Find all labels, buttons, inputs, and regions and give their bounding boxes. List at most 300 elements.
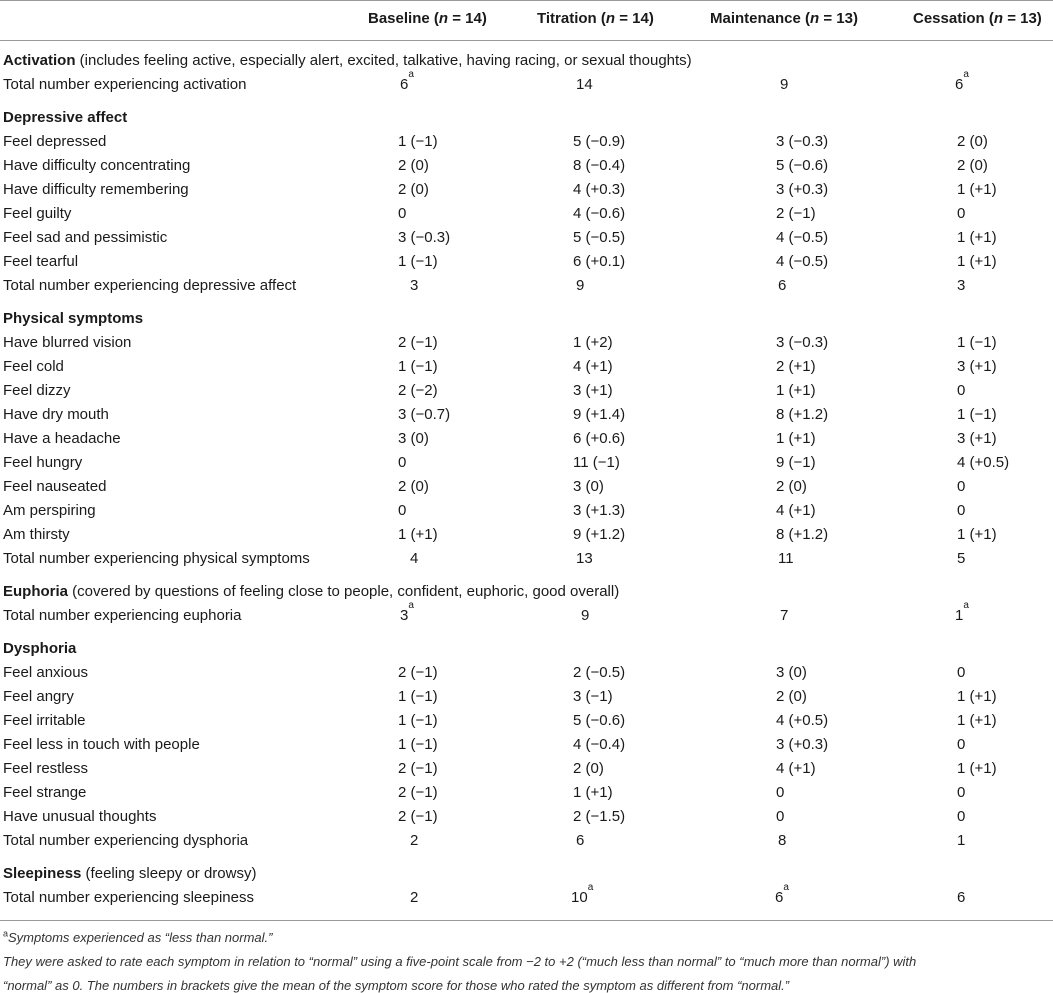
cell-value: 1 (+1) (957, 688, 997, 705)
table-cell (957, 454, 1009, 471)
cell-value: 9 (576, 277, 585, 294)
cell-value: 0 (398, 205, 407, 222)
section-heading (3, 865, 256, 882)
table-cell (775, 882, 789, 906)
table-cell (776, 526, 828, 543)
cell-value: 3 (+0.3) (776, 181, 829, 198)
cell-value: 1 (−1) (398, 253, 438, 270)
table-cell (778, 550, 794, 567)
table-cell (576, 550, 593, 567)
row-label: Feel anxious (3, 664, 89, 681)
column-header-maintenance (710, 10, 858, 27)
table-row (0, 502, 1053, 526)
row-label: Am thirsty (3, 526, 70, 543)
row-label: Have dry mouth (3, 406, 109, 423)
column-header-n-open: ( (433, 10, 439, 27)
table-cell (398, 664, 438, 681)
table-cell (776, 334, 828, 351)
column-header-n-open: ( (600, 10, 606, 27)
table-cell (573, 205, 625, 222)
bottom-rule (0, 920, 1053, 921)
table-cell (957, 430, 997, 447)
cell-value: 4 (−0.4) (573, 736, 626, 753)
table-cell (776, 664, 807, 681)
cell-value: 6 (400, 76, 409, 93)
table-cell (400, 600, 414, 624)
cell-value: 11 (−1) (573, 454, 620, 471)
table-row (0, 478, 1053, 502)
cell-value: 1 (−1) (398, 358, 438, 375)
cell-value: 5 (−0.6) (573, 712, 626, 729)
table-cell (398, 712, 438, 729)
table-cell (957, 526, 997, 543)
cell-value: 0 (957, 736, 966, 753)
table-cell (410, 277, 418, 294)
table-cell (776, 406, 828, 423)
table-cell (571, 882, 594, 906)
table-cell (957, 664, 965, 681)
table-cell (957, 688, 997, 705)
total-row (0, 882, 1053, 913)
table-cell (398, 133, 438, 150)
cell-value: 2 (−1) (776, 205, 816, 222)
cell-value: 4 (+0.5) (776, 712, 829, 729)
table-cell (776, 688, 807, 705)
footnote-marker: a (963, 69, 969, 80)
section-title: Sleepiness (3, 865, 82, 882)
cell-value: 0 (776, 784, 785, 801)
cell-value: 2 (0) (398, 478, 429, 495)
cell-value: 0 (398, 502, 407, 519)
cell-value: 0 (776, 808, 785, 825)
column-header-name: Titration (537, 10, 601, 27)
cell-value: 1 (+1) (957, 253, 997, 270)
total-row (0, 832, 1053, 856)
row-label: Total number experiencing activation (3, 76, 247, 93)
cell-value: 1 (−1) (398, 688, 438, 705)
section-heading (3, 109, 127, 126)
cell-value: 4 (−0.6) (573, 205, 626, 222)
table-cell (776, 502, 816, 519)
cell-value: 3 (+1) (573, 382, 613, 399)
table-cell (957, 133, 988, 150)
table-cell (398, 430, 429, 447)
table-note-line-1: They were asked to rate each symptom in relation to “normal” using a five-point scale from −2 to +2 (“much less than normal” to “much more than normal”) with (3, 954, 917, 969)
column-header-n-value: = 14) (448, 10, 487, 27)
table-row (0, 760, 1053, 784)
table-cell (957, 832, 965, 849)
cell-value: 3 (+1.3) (573, 502, 626, 519)
row-label: Feel cold (3, 358, 64, 375)
row-label: Have unusual thoughts (3, 808, 157, 825)
cell-value: 0 (957, 205, 966, 222)
table-cell (957, 889, 965, 906)
table-cell (957, 736, 965, 753)
cell-value: 2 (0) (957, 133, 988, 150)
table-cell (573, 688, 613, 705)
cell-value: 2 (0) (776, 688, 807, 705)
table-cell (957, 406, 997, 423)
column-header-name: Cessation (913, 10, 989, 27)
section-title: Activation (3, 52, 76, 69)
table-row (0, 526, 1053, 550)
table-row (0, 736, 1053, 760)
cell-value: 3 (−0.3) (776, 334, 829, 351)
row-label: Total number experiencing euphoria (3, 607, 242, 624)
section-title: Euphoria (3, 583, 69, 600)
table-cell (398, 808, 438, 825)
table-cell (398, 760, 438, 777)
total-row (0, 600, 1053, 631)
table-cell (398, 157, 429, 174)
table-cell (957, 502, 965, 519)
table-cell (776, 229, 828, 246)
table-cell (410, 550, 418, 567)
table-cell (573, 784, 613, 801)
column-header-n-open: ( (988, 10, 994, 27)
cell-value: 9 (+1.2) (573, 526, 626, 543)
table-cell (776, 736, 828, 753)
cell-value: 6 (775, 889, 784, 906)
table-cell (776, 784, 784, 801)
cell-value: 3 (957, 277, 966, 294)
cell-value: 8 (778, 832, 787, 849)
row-label: Feel tearful (3, 253, 79, 270)
cell-value: 4 (+1) (776, 760, 816, 777)
cell-value: 3 (0) (776, 664, 807, 681)
cell-value: 3 (−1) (573, 688, 613, 705)
cell-value: 3 (+1) (957, 358, 997, 375)
table-cell (776, 430, 816, 447)
column-header-n-value: = 13) (1003, 10, 1042, 27)
section-note: (covered by questions of feeling close to people, confident, euphoric, good overall) (68, 583, 620, 600)
table-cell (955, 600, 969, 624)
table-cell (573, 502, 625, 519)
cell-value: 7 (780, 607, 789, 624)
cell-value: 4 (+1) (776, 502, 816, 519)
cell-value: 9 (780, 76, 789, 93)
table-cell (955, 69, 969, 93)
cell-value: 1 (+1) (776, 430, 816, 447)
table-cell (776, 181, 828, 198)
table-cell (957, 181, 997, 198)
cell-value: 2 (−1.5) (573, 808, 626, 825)
cell-value: 6 (+0.6) (573, 430, 626, 447)
column-header-name: Maintenance (710, 10, 806, 27)
row-label: Total number experiencing dysphoria (3, 832, 249, 849)
cell-value: 5 (−0.9) (573, 133, 626, 150)
table-row (0, 808, 1053, 832)
cell-value: 3 (0) (398, 430, 429, 447)
table-cell (573, 478, 604, 495)
cell-value: 10 (571, 889, 588, 906)
row-label: Feel irritable (3, 712, 86, 729)
cell-value: 8 (−0.4) (573, 157, 626, 174)
table-row (0, 358, 1053, 382)
table-cell (776, 253, 828, 270)
cell-value: 1 (+1) (957, 526, 997, 543)
table-cell (957, 712, 997, 729)
cell-value: 1 (+1) (957, 229, 997, 246)
section-heading (3, 583, 619, 600)
table-cell (573, 133, 625, 150)
table-cell (957, 205, 965, 222)
table-cell (573, 253, 625, 270)
footnote-marker: a (587, 882, 594, 893)
table-cell (573, 229, 625, 246)
cell-value: 0 (957, 478, 966, 495)
cell-value: 6 (957, 889, 966, 906)
table-cell (957, 760, 997, 777)
cell-value: 0 (957, 664, 966, 681)
row-label: Total number experiencing sleepiness (3, 889, 254, 906)
table-cell (398, 406, 450, 423)
table-cell (398, 358, 438, 375)
cell-value: 0 (398, 454, 407, 471)
cell-value: 1 (−1) (398, 712, 438, 729)
section-note: (feeling sleepy or drowsy) (81, 865, 257, 882)
table-cell (573, 526, 625, 543)
total-row (0, 277, 1053, 301)
row-label: Feel nauseated (3, 478, 107, 495)
table-cell (776, 133, 828, 150)
cell-value: 3 (0) (573, 478, 604, 495)
table-cell (573, 808, 625, 825)
cell-value: 4 (+0.5) (957, 454, 1010, 471)
table-cell (576, 832, 584, 849)
section-title: Dysphoria (3, 640, 77, 657)
table-cell (398, 229, 450, 246)
table-cell (776, 454, 816, 471)
cell-value: 4 (+1) (573, 358, 613, 375)
table-cell (573, 334, 613, 351)
cell-value: 2 (410, 889, 419, 906)
table-row (0, 157, 1053, 181)
row-label: Total number experiencing depressive affect (3, 277, 297, 294)
table-cell (398, 736, 438, 753)
cell-value: 3 (+0.3) (776, 736, 829, 753)
cell-value: 4 (−0.5) (776, 229, 829, 246)
row-label: Feel sad and pessimistic (3, 229, 168, 246)
table-note-line-2: “normal” as 0. The numbers in brackets give the mean of the symptom score for those who rated the symptom as different from “normal.” (3, 978, 790, 993)
table-cell (776, 382, 816, 399)
cell-value: 6 (778, 277, 787, 294)
cell-value: 9 (−1) (776, 454, 816, 471)
table-cell (776, 478, 807, 495)
cell-value: 0 (957, 784, 966, 801)
table-cell (957, 784, 965, 801)
cell-value: 14 (576, 76, 593, 93)
cell-value: 2 (0) (957, 157, 988, 174)
row-label: Am perspiring (3, 502, 96, 519)
row-label: Have blurred vision (3, 334, 132, 351)
cell-value: 3 (−0.3) (398, 229, 451, 246)
table-row (0, 334, 1053, 358)
table-cell (776, 205, 816, 222)
column-header-cessation (913, 10, 1042, 27)
section-heading (3, 52, 692, 69)
column-header-titration (537, 10, 654, 27)
cell-value: 1 (+1) (573, 784, 613, 801)
table-cell (398, 334, 438, 351)
table-cell (398, 454, 406, 471)
cell-value: 1 (−1) (957, 334, 997, 351)
table-cell (573, 358, 613, 375)
table-row (0, 205, 1053, 229)
cell-value: 1 (+1) (957, 181, 997, 198)
column-header-name: Baseline (368, 10, 434, 27)
column-header-n-value: = 13) (819, 10, 858, 27)
cell-value: 6 (955, 76, 964, 93)
table-cell (957, 334, 997, 351)
cell-value: 1 (−1) (957, 406, 997, 423)
cell-value: 2 (0) (573, 760, 604, 777)
cell-value: 2 (−0.5) (573, 664, 626, 681)
cell-value: 13 (576, 550, 593, 567)
cell-value: 2 (−1) (398, 760, 438, 777)
table-cell (573, 382, 613, 399)
row-label: Have difficulty concentrating (3, 157, 191, 174)
cell-value: 2 (−1) (398, 664, 438, 681)
table-cell (780, 76, 788, 93)
table-cell (410, 889, 418, 906)
cell-value: 1 (+1) (398, 526, 438, 543)
table-cell (776, 358, 816, 375)
table-cell (398, 526, 438, 543)
cell-value: 2 (410, 832, 419, 849)
row-label: Feel angry (3, 688, 74, 705)
cell-value: 11 (778, 550, 794, 567)
table-cell (573, 181, 625, 198)
table-row (0, 784, 1053, 808)
table-cell (576, 277, 584, 294)
cell-value: 3 (−0.3) (776, 133, 829, 150)
footnote-marker: a (963, 600, 969, 611)
row-label: Feel restless (3, 760, 89, 777)
cell-value: 2 (−1) (398, 808, 438, 825)
table-cell (573, 157, 625, 174)
table-cell (573, 736, 625, 753)
row-label: Have difficulty remembering (3, 181, 189, 198)
table-row (0, 181, 1053, 205)
section-title: Depressive affect (3, 109, 128, 126)
column-header-baseline (368, 10, 487, 27)
table-cell (400, 69, 414, 93)
table-cell (776, 808, 784, 825)
table-cell (957, 808, 965, 825)
section-title: Physical symptoms (3, 310, 144, 327)
footnote-a (3, 930, 272, 945)
column-header-n-symbol: n (438, 10, 449, 27)
section-heading (3, 310, 143, 327)
row-label: Feel hungry (3, 454, 83, 471)
table-cell (398, 784, 438, 801)
table-row (0, 688, 1053, 712)
cell-value: 2 (−1) (398, 334, 438, 351)
table-cell (398, 688, 438, 705)
cell-value: 3 (+1) (957, 430, 997, 447)
cell-value: 1 (955, 607, 964, 624)
cell-value: 4 (410, 550, 419, 567)
table-cell (398, 253, 438, 270)
cell-value: 2 (−1) (398, 784, 438, 801)
column-header-n-symbol: n (605, 10, 616, 27)
cell-value: 9 (581, 607, 590, 624)
cell-value: 1 (−1) (398, 133, 438, 150)
table-cell (776, 712, 828, 729)
table-cell (573, 430, 625, 447)
cell-value: 6 (576, 832, 585, 849)
cell-value: 2 (0) (776, 478, 807, 495)
cell-value: 4 (+0.3) (573, 181, 626, 198)
cell-value: 1 (+2) (573, 334, 613, 351)
table-cell (576, 76, 593, 93)
total-row (0, 69, 1053, 100)
table-cell (778, 277, 786, 294)
cell-value: 5 (−0.6) (776, 157, 829, 174)
footnote-marker: a (783, 882, 789, 893)
table-cell (957, 478, 965, 495)
cell-value: 9 (+1.4) (573, 406, 626, 423)
cell-value: 1 (957, 832, 966, 849)
table-cell (398, 382, 438, 399)
cell-value: 2 (0) (398, 157, 429, 174)
table-row (0, 664, 1053, 688)
row-label: Have a headache (3, 430, 121, 447)
section-note: (includes feeling active, especially alert, excited, talkative, having racing, or sexual thoughts) (75, 52, 692, 69)
footnote-marker: a (3, 928, 9, 939)
cell-value: 2 (0) (398, 181, 429, 198)
table-cell (573, 760, 604, 777)
column-header-n-value: = 14) (615, 10, 654, 27)
cell-value: 3 (400, 607, 409, 624)
row-label: Feel dizzy (3, 382, 71, 399)
table-cell (780, 607, 788, 624)
table-cell (957, 382, 965, 399)
table-row (0, 229, 1053, 253)
cell-value: 8 (+1.2) (776, 406, 829, 423)
row-label: Feel strange (3, 784, 87, 801)
table-row (0, 133, 1053, 157)
table-cell (573, 454, 620, 471)
table-cell (581, 607, 589, 624)
table-cell (398, 181, 429, 198)
table-cell (776, 760, 816, 777)
table-row (0, 253, 1053, 277)
footnote-text: Symptoms experienced as “less than normal.” (8, 930, 273, 945)
column-header-n-symbol: n (993, 10, 1004, 27)
cell-value: 1 (+1) (776, 382, 816, 399)
table-cell (410, 832, 418, 849)
cell-value: 3 (410, 277, 419, 294)
table-row (0, 454, 1053, 478)
table-row (0, 406, 1053, 430)
column-header-n-open: ( (805, 10, 811, 27)
table-cell (398, 205, 406, 222)
cell-value: 0 (957, 502, 966, 519)
table-cell (573, 712, 625, 729)
table-cell (957, 277, 965, 294)
table-cell (957, 157, 988, 174)
footnote-marker: a (408, 600, 414, 611)
cell-value: 1 (+1) (957, 712, 997, 729)
table-cell (398, 502, 406, 519)
row-label: Feel depressed (3, 133, 107, 150)
cell-value: 0 (957, 382, 966, 399)
row-label: Feel less in touch with people (3, 736, 200, 753)
cell-value: 5 (−0.5) (573, 229, 626, 246)
cell-value: 6 (+0.1) (573, 253, 626, 270)
